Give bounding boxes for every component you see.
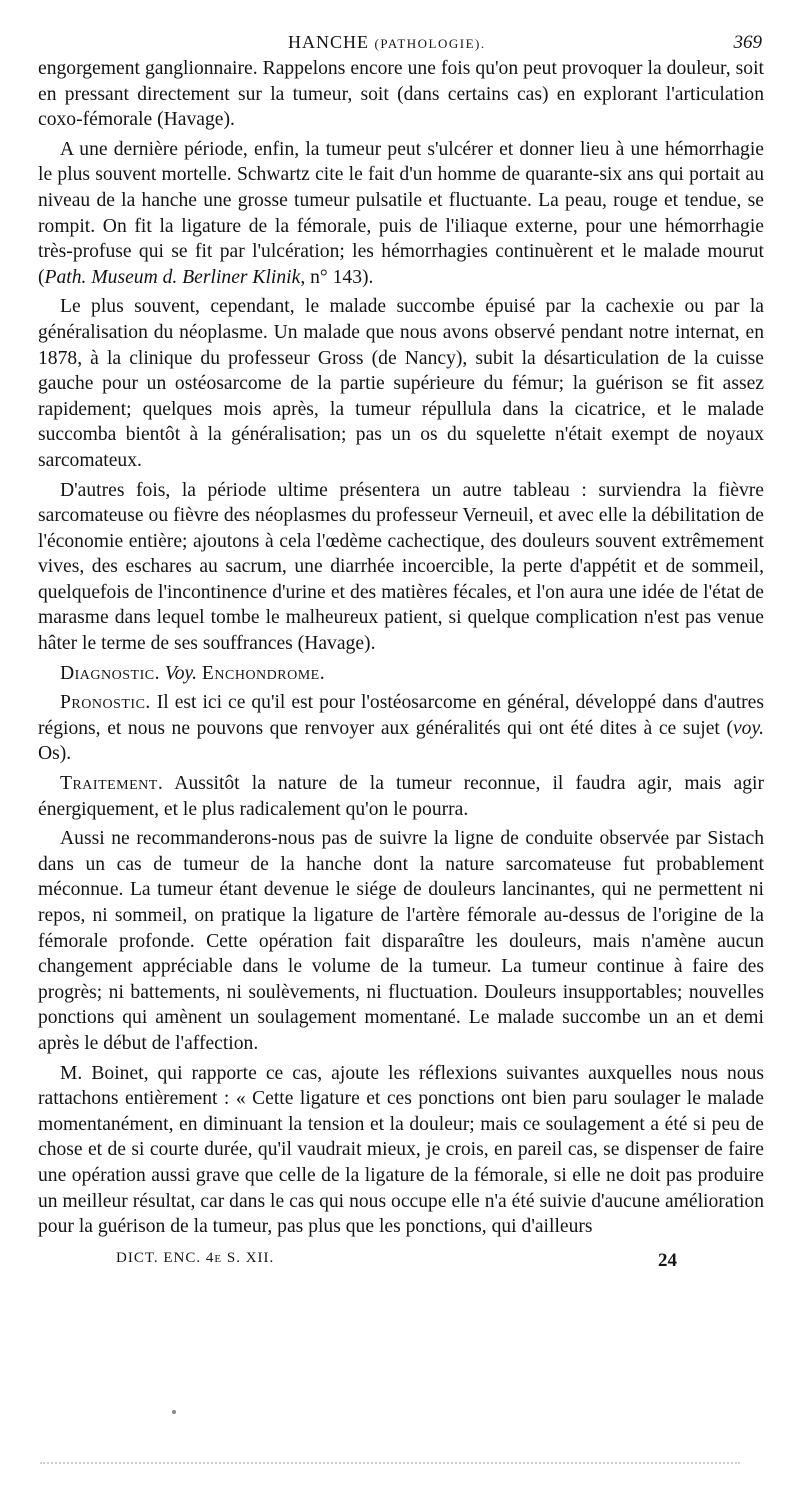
paragraph-p1 (38, 56, 764, 133)
text-run: , n° 143). (300, 266, 374, 288)
paragraph-p4 (38, 478, 764, 657)
section-label: Diagnostic. (60, 662, 160, 684)
text-run: Aussi ne recommanderons-nous pas de suivre la ligne de conduite observée par Sistach dans un cas de tumeur de la hanche dont la nature sarcomateuse fut probablement méconnue. La tumeur étant devenue le siége de douleurs lancinantes, qui ne permettent ni repos, ni sommeil, on pratique la ligature de l'artère fémorale au-dessus de l'origine de la fémorale profonde. Cette opération fait disparaître les douleurs, mais n'amène aucun changement appréciable dans le volume de la tumeur. La tumeur continue à faire des progrès; ni battements, ni soulèvements, ni fluctuation. Douleurs insupportables; nouvelles ponctions qui amènent un soulagement momentané. Le malade succombe un an et demi après le début de l'affection. (38, 828, 764, 1054)
section-label: Pronostic. (60, 692, 151, 714)
text-run: engorgement ganglionnaire. Rappelons encore une fois qu'on peut provoquer la douleur, soit en pressant directement sur la tumeur, soit (dans certains cas) en explorant l'articulation coxo-fémorale (Havage). (38, 58, 764, 131)
italic-run: Path. Museum d. Berliner Klinik (44, 266, 301, 288)
paragraph-p9 (38, 1061, 764, 1240)
scan-speck (172, 1410, 176, 1414)
text-run: Os). (38, 743, 72, 765)
italic-run: Voy. (164, 662, 198, 684)
text-run: Il est ici ce qu'il est pour l'ostéosarcome en général, développé dans d'autres régions, et nous ne pouvons que renvoyer aux généralités qui ont été dites à ce sujet ( (38, 692, 764, 739)
running-title-main: HANCHE (288, 32, 369, 52)
paragraph-p5 (38, 661, 764, 687)
text-run: A une dernière période, enfin, la tumeur peut s'ulcérer et donner lieu à une hémorrhagie le plus souvent mortelle. Schwartz cite le fait d'un homme de quarante-six ans qui portait au niveau de la hanche une grosse tumeur pulsatile et fluctuante. La peau, rouge et tendue, se rompit. On fit la ligature de la fémorale, puis de l'iliaque externe, pour une hémorrhagie très-profuse qui se fit par l'ulcération; les hémorrhagies continuèrent et le malade mourut ( (38, 138, 764, 288)
section-label: Traitement. (60, 773, 164, 795)
text-run: M. Boinet, qui rapporte ce cas, ajoute les réflexions suivantes auxquelles nous nous rattachons entièrement : « Cette ligature et ces ponctions ont bien paru soulager le malade momentanément, en diminuant la tension et la douleur; mais ce soulagement a été si peu de chose et de si courte durée, qu'il vaudrait mieux, je crois, en pareil cas, se dispenser de faire une opération aussi grave que celle de la ligature de la fémorale, si elle ne doit pas produire un meilleur résultat, car dans le cas qui nous occupe elle n'a été suivie d'aucune amélioration pour la guérison de la tumeur, pas plus que les ponctions, qui d'ailleurs (38, 1062, 764, 1238)
text-run: D'autres fois, la période ultime présentera un autre tableau : surviendra la fièvre sarcomateuse ou fièvre des néoplasmes du professeur Verneuil, et avec elle la débilitation de l'économie entière; ajoutons à cela l'œdème cachectique, des douleurs souvent extrêmement vives, des eschares au sacrum, une diarrhée incoercible, la perte d'appétit et de sommeil, quelquefois de l'incontinence d'urine et des matières fécales, et l'on aura une idée de l'état de marasme dans lequel tombe le malheureux patient, si quelque complication n'est pas venue hâter le terme de ses souffrances (Havage). (38, 479, 764, 655)
scan-bleed-through (40, 1462, 740, 1466)
text-run: Le plus souvent, cependant, le malade succombe épuisé par la cachexie ou par la généralisation du néoplasme. Un malade que nous avons observé pendant notre internat, en 1878, à la clinique du professeur Gross (de Nancy), subit la désarticulation de la cuisse gauche pour un ostéosarcome de la partie supérieure du fémur; la guérison se fit assez rapidement; quelques mois après, la tumeur répullula dans la cicatrice, et le malade succomba bientôt à la généralisation; pas un os du squelette n'était exempt de noyaux sarcomateux. (38, 296, 764, 471)
paragraph-p8 (38, 826, 764, 1056)
paragraph-p2 (38, 137, 764, 291)
text-run: Aussitôt la nature de la tumeur reconnue, il faudra agir, mais agir énergiquement, et le plus radicalement qu'on le pourra. (38, 773, 764, 820)
italic-run: voy. (732, 717, 764, 739)
running-header (38, 0, 764, 56)
signature-number: 24 (658, 1249, 677, 1271)
section-label: Enchondrome. (201, 662, 326, 684)
printer-signature: DICT. ENC. 4e S. XII. (116, 1249, 275, 1266)
page-footer (38, 1246, 764, 1286)
paragraph-p3 (38, 294, 764, 473)
running-title-sub: (PATHOLOGIE). (374, 36, 486, 51)
running-title (288, 32, 486, 53)
page-number: 369 (733, 32, 762, 53)
body-text (38, 56, 764, 1240)
paragraph-p6 (38, 690, 764, 767)
paragraph-p7 (38, 771, 764, 822)
